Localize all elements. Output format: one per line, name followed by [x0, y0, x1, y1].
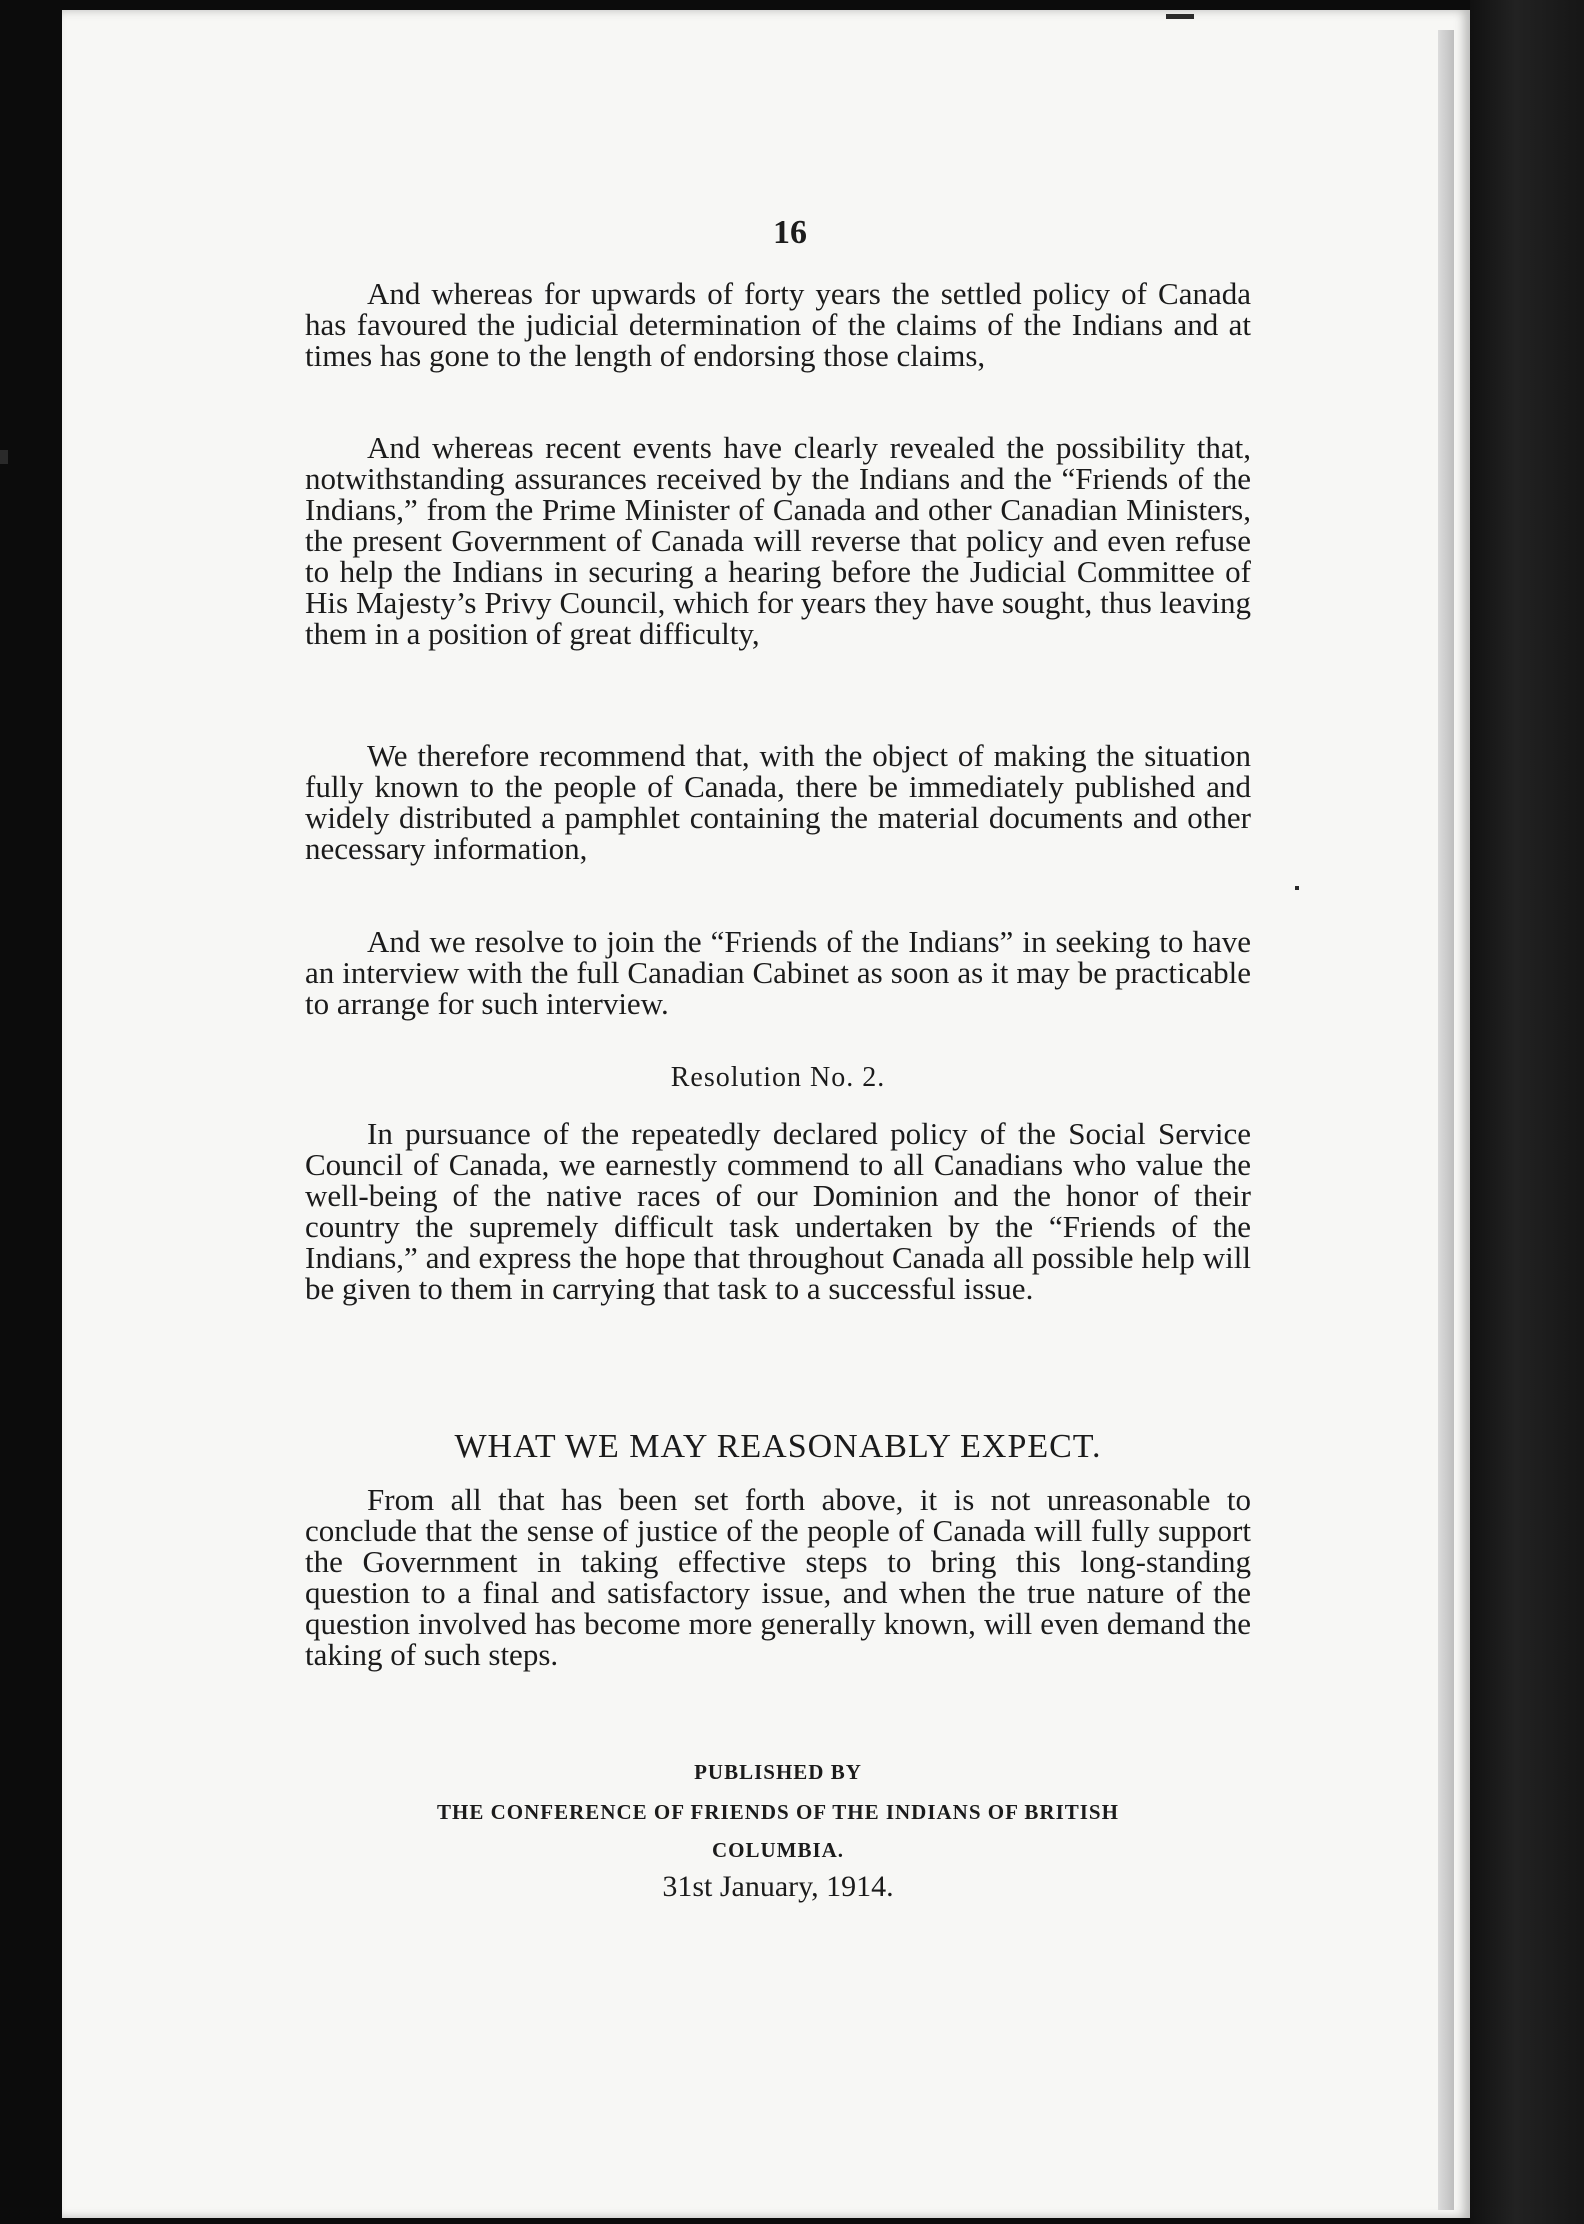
publisher-line-1: PUBLISHED BY	[694, 1760, 862, 1784]
section-paragraph	[305, 1484, 1251, 1670]
paragraph-text: In pursuance of the repeatedly declared policy of the Social Service Council of Canada, we earnestly commend to all Canadians who value the well-being of the native races of our Dominion and the honor of their country the supremely difficult task undertaken by the “Friends of the Indians,” and express the hope that throughout Canada all possible help will be given to them in carrying that task to a successful issue.	[305, 1116, 1251, 1306]
resolution-heading: Resolution No. 2.	[670, 1062, 886, 1093]
paragraph-3	[305, 740, 1251, 864]
section-heading: WHAT WE MAY REASONABLY EXPECT.	[454, 1428, 1102, 1465]
publication-date: 31st January, 1914.	[662, 1870, 894, 1903]
paragraph-text: And whereas for upwards of forty years the settled policy of Canada has favoured the judicial determination of the claims of the Indians and at times has gone to the length of endorsing those claims,	[305, 276, 1251, 373]
scan-speck	[1166, 14, 1194, 19]
paragraph-text: And we resolve to join the “Friends of the Indians” in seeking to have an interview with the full Canadian Cabinet as soon as it may be practicable to arrange for such interview.	[305, 924, 1251, 1021]
paragraph-1	[305, 278, 1251, 371]
paragraph-text: And whereas recent events have clearly revealed the possibility that, notwithstanding assurances received by the Indians and the “Friends of the Indians,” from the Prime Minister of Canada and other Canadian Ministers, the present Government of Canada will reverse that policy and even refuse to help the Indians in securing a hearing before the Judicial Committee of His Majesty’s Privy Council, which for years they have sought, thus leaving them in a position of great difficulty,	[305, 430, 1251, 651]
publisher-line-2: THE CONFERENCE OF FRIENDS OF THE INDIANS OF BRITISH	[437, 1800, 1119, 1824]
scan-speck	[0, 450, 8, 464]
paragraph-text: We therefore recommend that, with the object of making the situation fully known to the people of Canada, there be immediately published and widely distributed a pamphlet containing the material documents and other necessary information,	[305, 738, 1251, 866]
publisher-line-3: COLUMBIA.	[711, 1838, 845, 1862]
scan-background-edge	[1470, 0, 1584, 2224]
resolution-paragraph	[305, 1118, 1251, 1304]
page-edge-shadow	[1438, 30, 1454, 2210]
scan-speck	[1295, 886, 1299, 890]
page-number: 16	[773, 214, 807, 251]
paragraph-4	[305, 926, 1251, 1019]
paragraph-text: From all that has been set forth above, it is not unreasonable to conclude that the sense of justice of the people of Canada will fully support the Government in taking effective steps to bring this long-standing question to a final and satisfactory issue, and when the true nature of the question involved has become more generally known, will even demand the taking of such steps.	[305, 1482, 1251, 1672]
paragraph-2	[305, 432, 1251, 649]
